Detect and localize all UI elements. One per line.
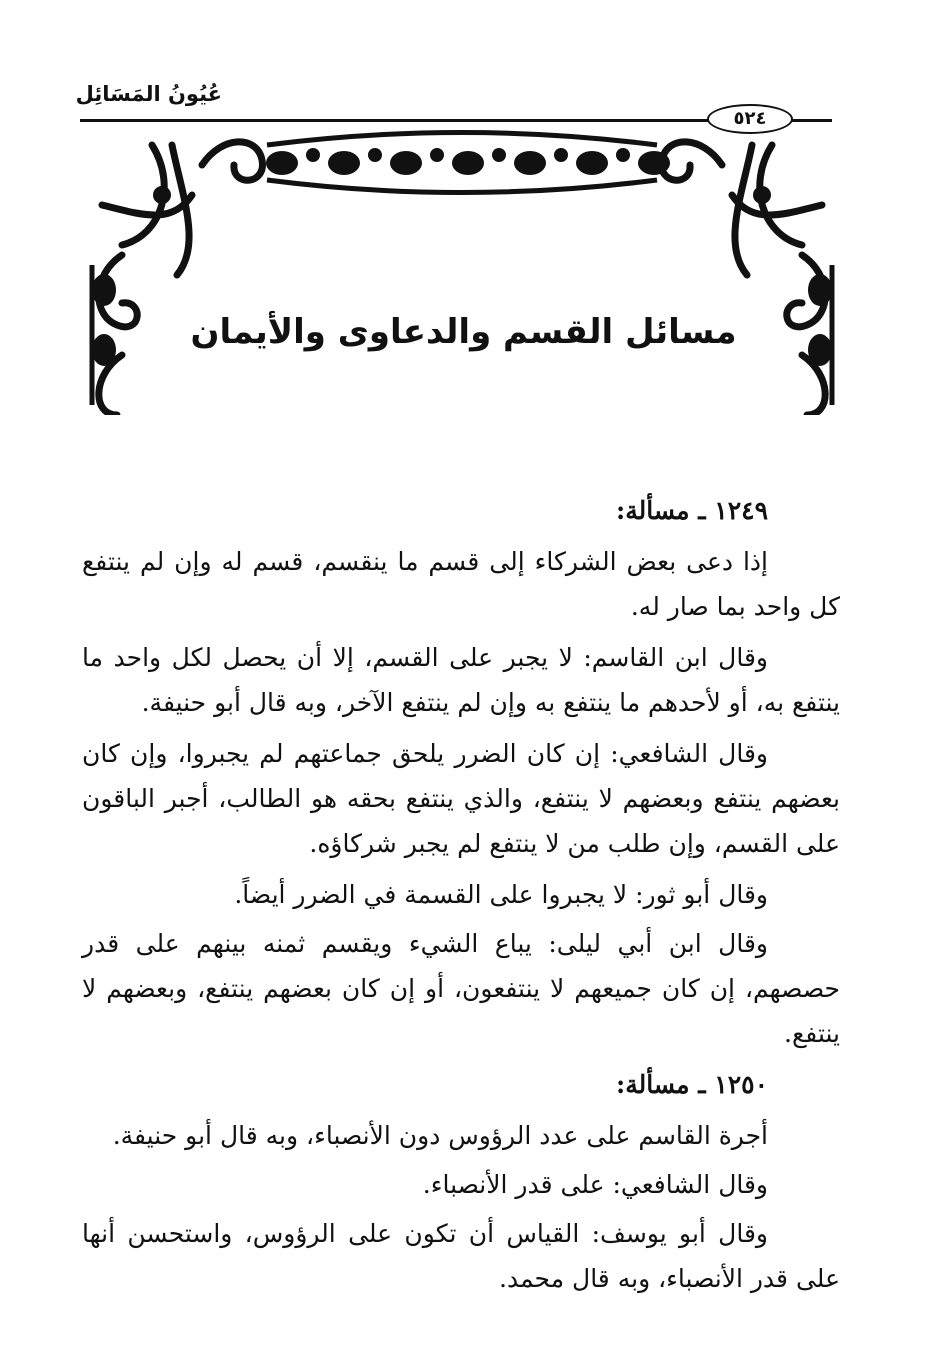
- paragraph: وقال ابن القاسم: لا يجبر على القسم، إلا أن يحصل لكل واحد ما ينتفع به، أو لأحدهم ما ينتفع به وإن لم ينتفع الآخر، وبه قال أبو حنيفة.: [82, 643, 840, 717]
- running-title: عُيُونُ المَسَائِل: [75, 82, 222, 106]
- chapter-title: مسائل القسم والدعاوى والأيمان: [190, 312, 737, 352]
- paragraph: وقال الشافعي: على قدر الأنصباء.: [422, 1170, 768, 1199]
- paragraph: إذا دعى بعض الشركاء إلى قسم ما ينقسم، قسم له وإن لم ينتفع كل واحد بما صار له.: [82, 547, 840, 621]
- paragraph: وقال الشافعي: إن كان الضرر يلحق جماعتهم لم يجبروا، وإن كان بعضهم ينتفع وبعضهم لا ينتفع، والذي ينتفع بحقه هو الطالب، أجبر الباقون على القسم، وإن طلب من لا ينتفع لم يجبر شركاؤه.: [82, 739, 840, 858]
- section-heading: ١٢٥٠ ـ مسألة:: [615, 1070, 768, 1099]
- ornamental-frame: [82, 125, 842, 415]
- paragraph: وقال ابن أبي ليلى: يباع الشيء ويقسم ثمنه بينهم على قدر حصصهم، إن كان جميعهم لا ينتفعون، أو إن كان بعضهم ينتفع، وبعضهم لا ينتفع.: [82, 929, 840, 1048]
- paragraph: وقال أبو يوسف: القياس أن تكون على الرؤوس، واستحسن أنها على قدر الأنصباء، وبه قال محمد.: [82, 1219, 840, 1293]
- paragraph: وقال أبو ثور: لا يجبروا على القسمة في الضرر أيضاً.: [234, 880, 768, 909]
- section-heading: ١٢٤٩ ـ مسألة:: [615, 496, 768, 525]
- page-number: ٥٢٤: [707, 104, 793, 134]
- body-text: [82, 488, 840, 1307]
- paragraph: أجرة القاسم على عدد الرؤوس دون الأنصباء، وبه قال أبو حنيفة.: [112, 1121, 768, 1150]
